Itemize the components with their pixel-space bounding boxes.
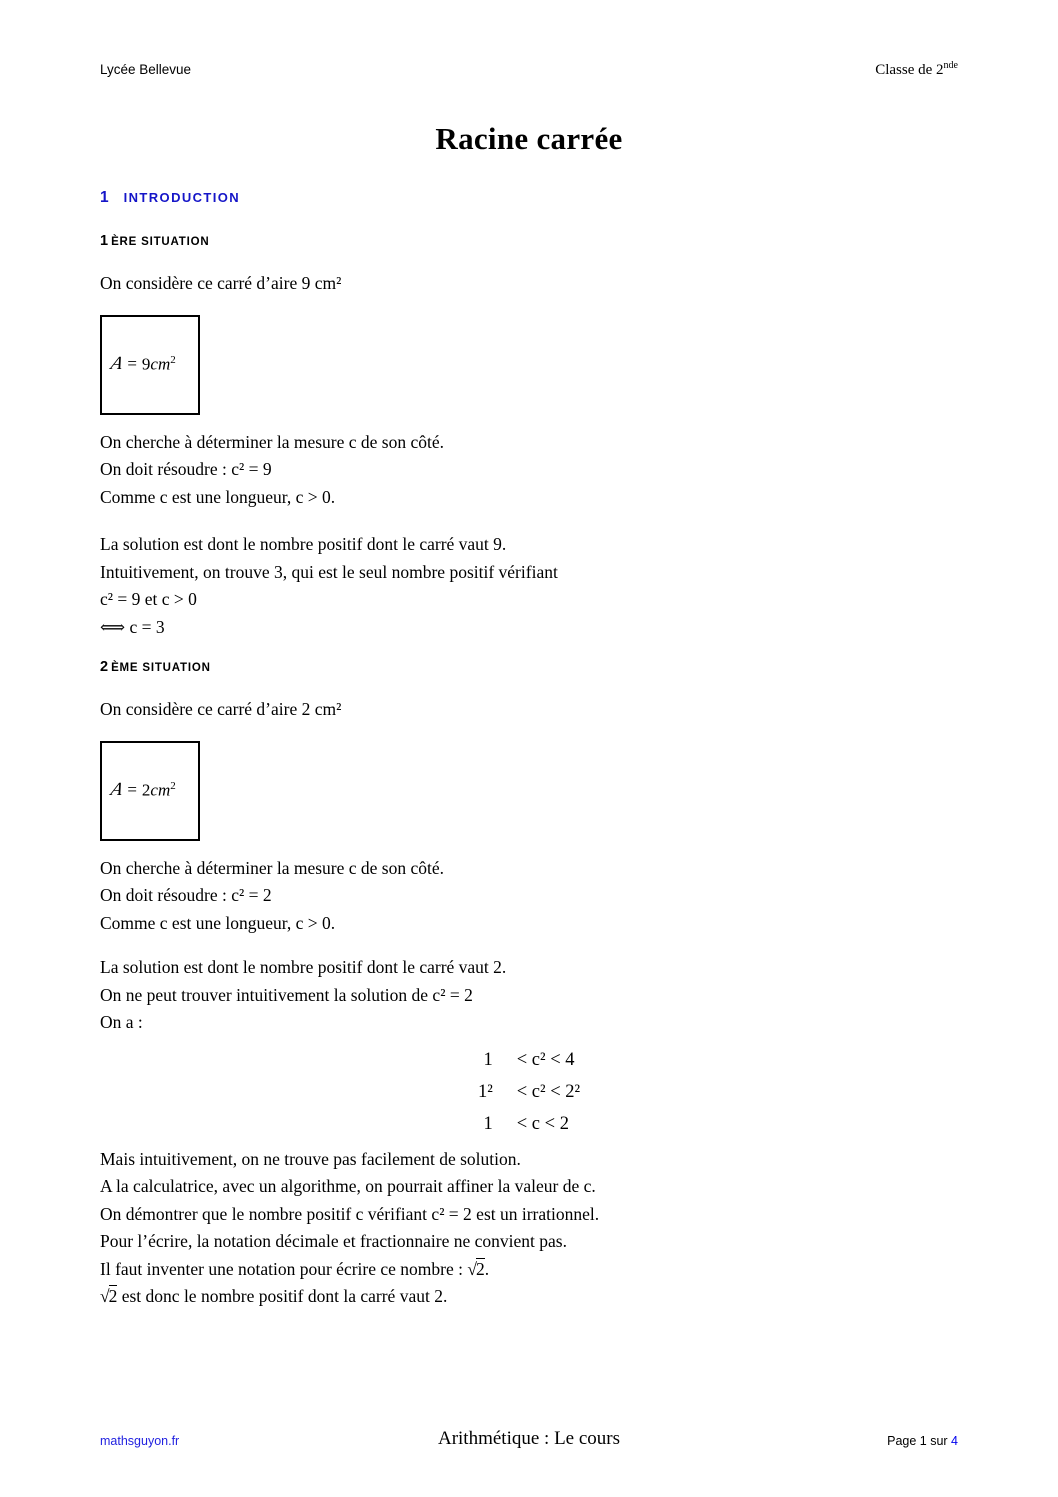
text-line: On a :: [100, 1012, 143, 1032]
text-segment: est donc le nombre positif dont la carré vaut 2.: [117, 1286, 448, 1306]
page-footer: [100, 1428, 958, 1454]
section-heading-introduction: [100, 189, 958, 207]
area-formula: [102, 780, 176, 802]
sqrt-symbol: √: [100, 1286, 109, 1306]
paragraph: [100, 429, 958, 512]
area-formula: [102, 354, 176, 376]
text-line: Comme c est une longueur, c > 0.: [100, 486, 336, 507]
equals-sign: =: [127, 354, 137, 374]
text-line: Pour l’écrire, la notation décimale et fractionnaire ne convient pas.: [100, 1231, 567, 1251]
paragraph: [100, 855, 958, 938]
text-segment: .: [484, 1258, 490, 1279]
class-label: [875, 60, 958, 79]
page-number-text: Page 1 sur: [887, 1434, 952, 1448]
footer-center-title: Arithmétique : Le cours: [437, 1428, 621, 1449]
area-value: 2: [141, 780, 151, 800]
page-title: Racine carrée: [435, 121, 623, 156]
school-name: Lycée Bellevue: [100, 62, 192, 77]
text-line: On cherche à déterminer la mesure c de son côté.: [100, 857, 445, 878]
equation-left: 1: [483, 1049, 493, 1070]
class-label-sup: nde: [943, 60, 958, 71]
equals-sign: =: [127, 780, 137, 800]
subsection-label: ÈME SITUATION: [111, 662, 211, 674]
text-line: On doit résoudre : c² = 2: [100, 885, 272, 905]
script-a-symbol: A: [108, 780, 125, 801]
equation-right: < c² < 4: [516, 1049, 575, 1070]
footer-site-link[interactable]: mathsguyon.fr: [100, 1434, 180, 1448]
text-line: Intuitivement, on trouve 3, qui est le seul nombre positif vérifiant: [100, 561, 558, 582]
equation-left: 1²: [477, 1081, 493, 1102]
subsection-heading-situation2: [100, 659, 958, 675]
script-a-symbol: A: [108, 354, 125, 375]
area-value: 9: [141, 354, 151, 374]
area-unit: cm: [150, 354, 171, 374]
subsection-label: ÈRE SITUATION: [111, 236, 210, 248]
class-label-text: Classe de 2: [875, 62, 944, 78]
text-line: On démontrer que le nombre positif c vérifiant c² = 2 est un irrationnel.: [100, 1203, 600, 1224]
equation-grid: [100, 1047, 958, 1138]
area-exponent: 2: [170, 779, 176, 792]
paragraph: [100, 531, 958, 641]
text-line: On considère ce carré d’aire 9 cm²: [100, 273, 342, 293]
subsection-number: 1: [100, 233, 109, 249]
page-header: [100, 0, 958, 79]
text-line: La solution est dont le nombre positif dont le carré vaut 9.: [100, 534, 507, 554]
paragraph: [100, 1146, 958, 1311]
text-line: La solution est dont le nombre positif dont le carré vaut 2.: [100, 957, 507, 977]
text-line: On cherche à déterminer la mesure c de son côté.: [100, 431, 445, 452]
section-label: INTRODUCTION: [123, 190, 241, 205]
page-total: 4: [951, 1434, 958, 1448]
sqrt-radicand: 2: [108, 1286, 118, 1306]
area-exponent: 2: [170, 353, 176, 366]
area-square-2: [100, 741, 200, 841]
area-unit: cm: [150, 780, 171, 800]
area-square-1: [100, 315, 200, 415]
text-segment: Il faut inventer une notation pour écrire ce nombre :: [100, 1258, 468, 1279]
text-line: A la calculatrice, avec un algorithme, on pourrait affiner la valeur de c.: [100, 1176, 596, 1196]
text-line: On doit résoudre : c² = 9: [100, 459, 272, 479]
sqrt-radicand: 2: [475, 1258, 485, 1279]
text-line: On ne peut trouver intuitivement la solution de c² = 2: [100, 984, 473, 1005]
equation-right: < c < 2: [516, 1113, 569, 1134]
subsection-heading-situation1: [100, 233, 958, 249]
text-line: [100, 1283, 958, 1311]
equation-right: < c² < 2²: [516, 1081, 581, 1102]
text-line: Comme c est une longueur, c > 0.: [100, 912, 336, 933]
equation-left: 1: [483, 1113, 493, 1134]
text-line: On considère ce carré d’aire 2 cm²: [100, 699, 342, 719]
sqrt-symbol: √: [467, 1258, 476, 1279]
document-content: [100, 0, 958, 1311]
paragraph: [100, 954, 958, 1037]
text-line: Mais intuitivement, on ne trouve pas facilement de solution.: [100, 1148, 521, 1169]
section-number: 1: [100, 189, 109, 206]
equations-block: [100, 1047, 958, 1138]
text-line: c² = 9 et c > 0: [100, 589, 197, 609]
text-line: [100, 1256, 958, 1284]
text-line: ⟺ c = 3: [100, 616, 165, 637]
subsection-number: 2: [100, 659, 109, 675]
footer-page-number: [887, 1434, 958, 1448]
